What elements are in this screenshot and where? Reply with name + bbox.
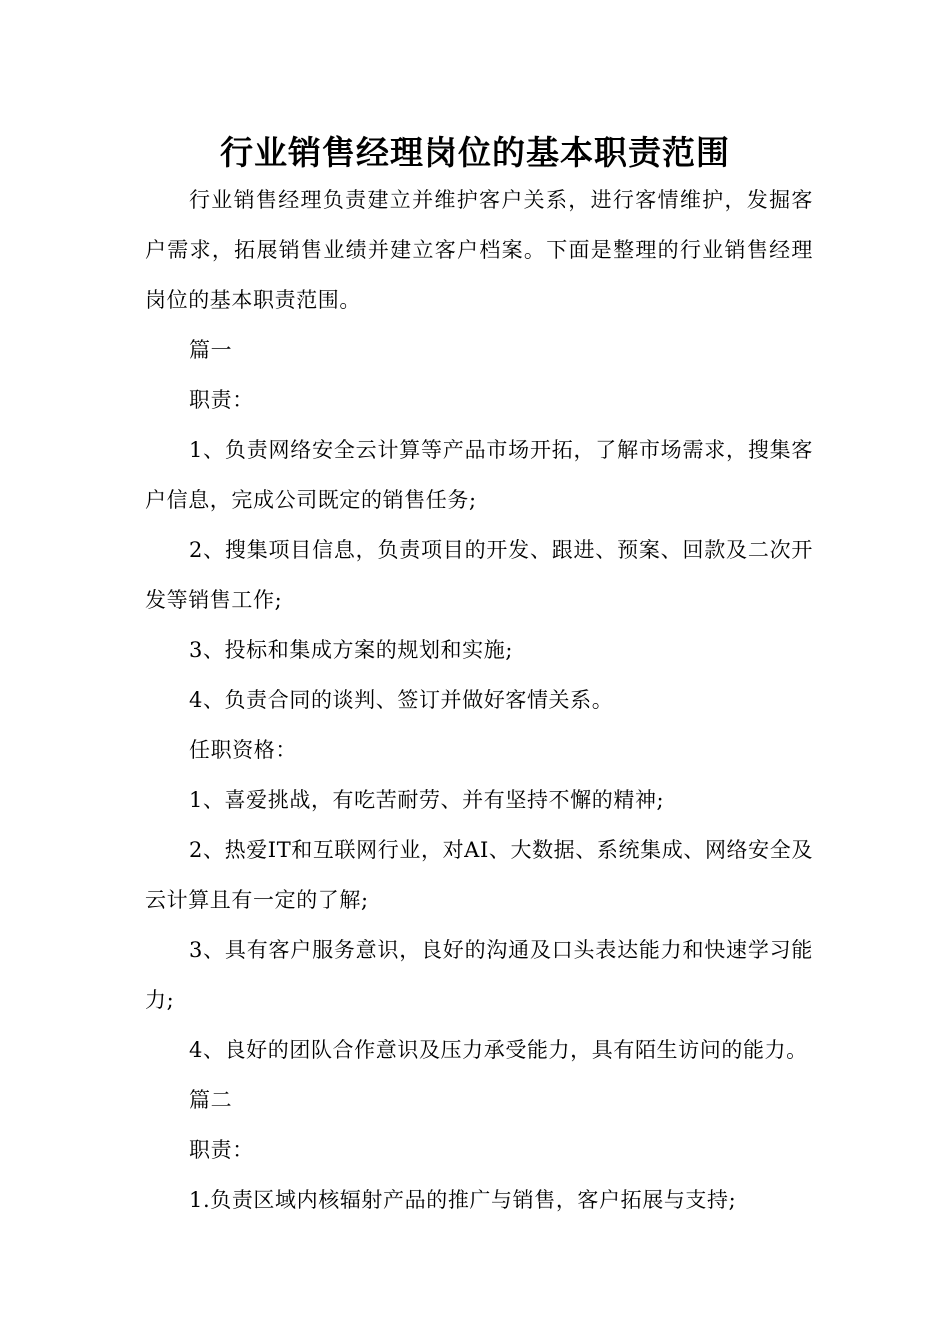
document-body (145, 175, 813, 1225)
list-item: 2、热爱IT和互联网行业，对AI、大数据、系统集成、网络安全及云计算且有一定的了解; (145, 838, 813, 912)
subheading-qualifications: 任职资格： (189, 738, 297, 762)
list-item: 1、喜爱挑战，有吃苦耐劳、并有坚持不懈的精神; (189, 788, 665, 812)
list-item: 1.负责区域内核辐射产品的推广与销售，客户拓展与支持; (189, 1188, 737, 1212)
document-title: 行业销售经理岗位的基本职责范围 (220, 133, 730, 172)
paragraph-intro: 行业销售经理负责建立并维护客户关系，进行客情维护，发掘客户需求，拓展销售业绩并建立客户档案。下面是整理的行业销售经理岗位的基本职责范围。 (145, 188, 813, 312)
section-heading-part-2: 篇二 (189, 1088, 233, 1112)
subheading-duties: 职责： (189, 1138, 254, 1162)
list-item: 3、投标和集成方案的规划和实施; (189, 638, 514, 662)
list-item: 2、搜集项目信息，负责项目的开发、跟进、预案、回款及二次开发等销售工作; (145, 538, 813, 612)
list-item: 4、良好的团队合作意识及压力承受能力，具有陌生访问的能力。 (189, 1038, 808, 1062)
list-item: 3、具有客户服务意识，良好的沟通及口头表达能力和快速学习能力; (145, 938, 813, 1012)
subheading-duties: 职责： (189, 388, 254, 412)
list-item: 4、负责合同的谈判、签订并做好客情关系。 (189, 688, 614, 712)
list-item: 1、负责网络安全云计算等产品市场开拓，了解市场需求，搜集客户信息，完成公司既定的销售任务; (145, 438, 813, 512)
section-heading-part-1: 篇一 (189, 338, 233, 362)
